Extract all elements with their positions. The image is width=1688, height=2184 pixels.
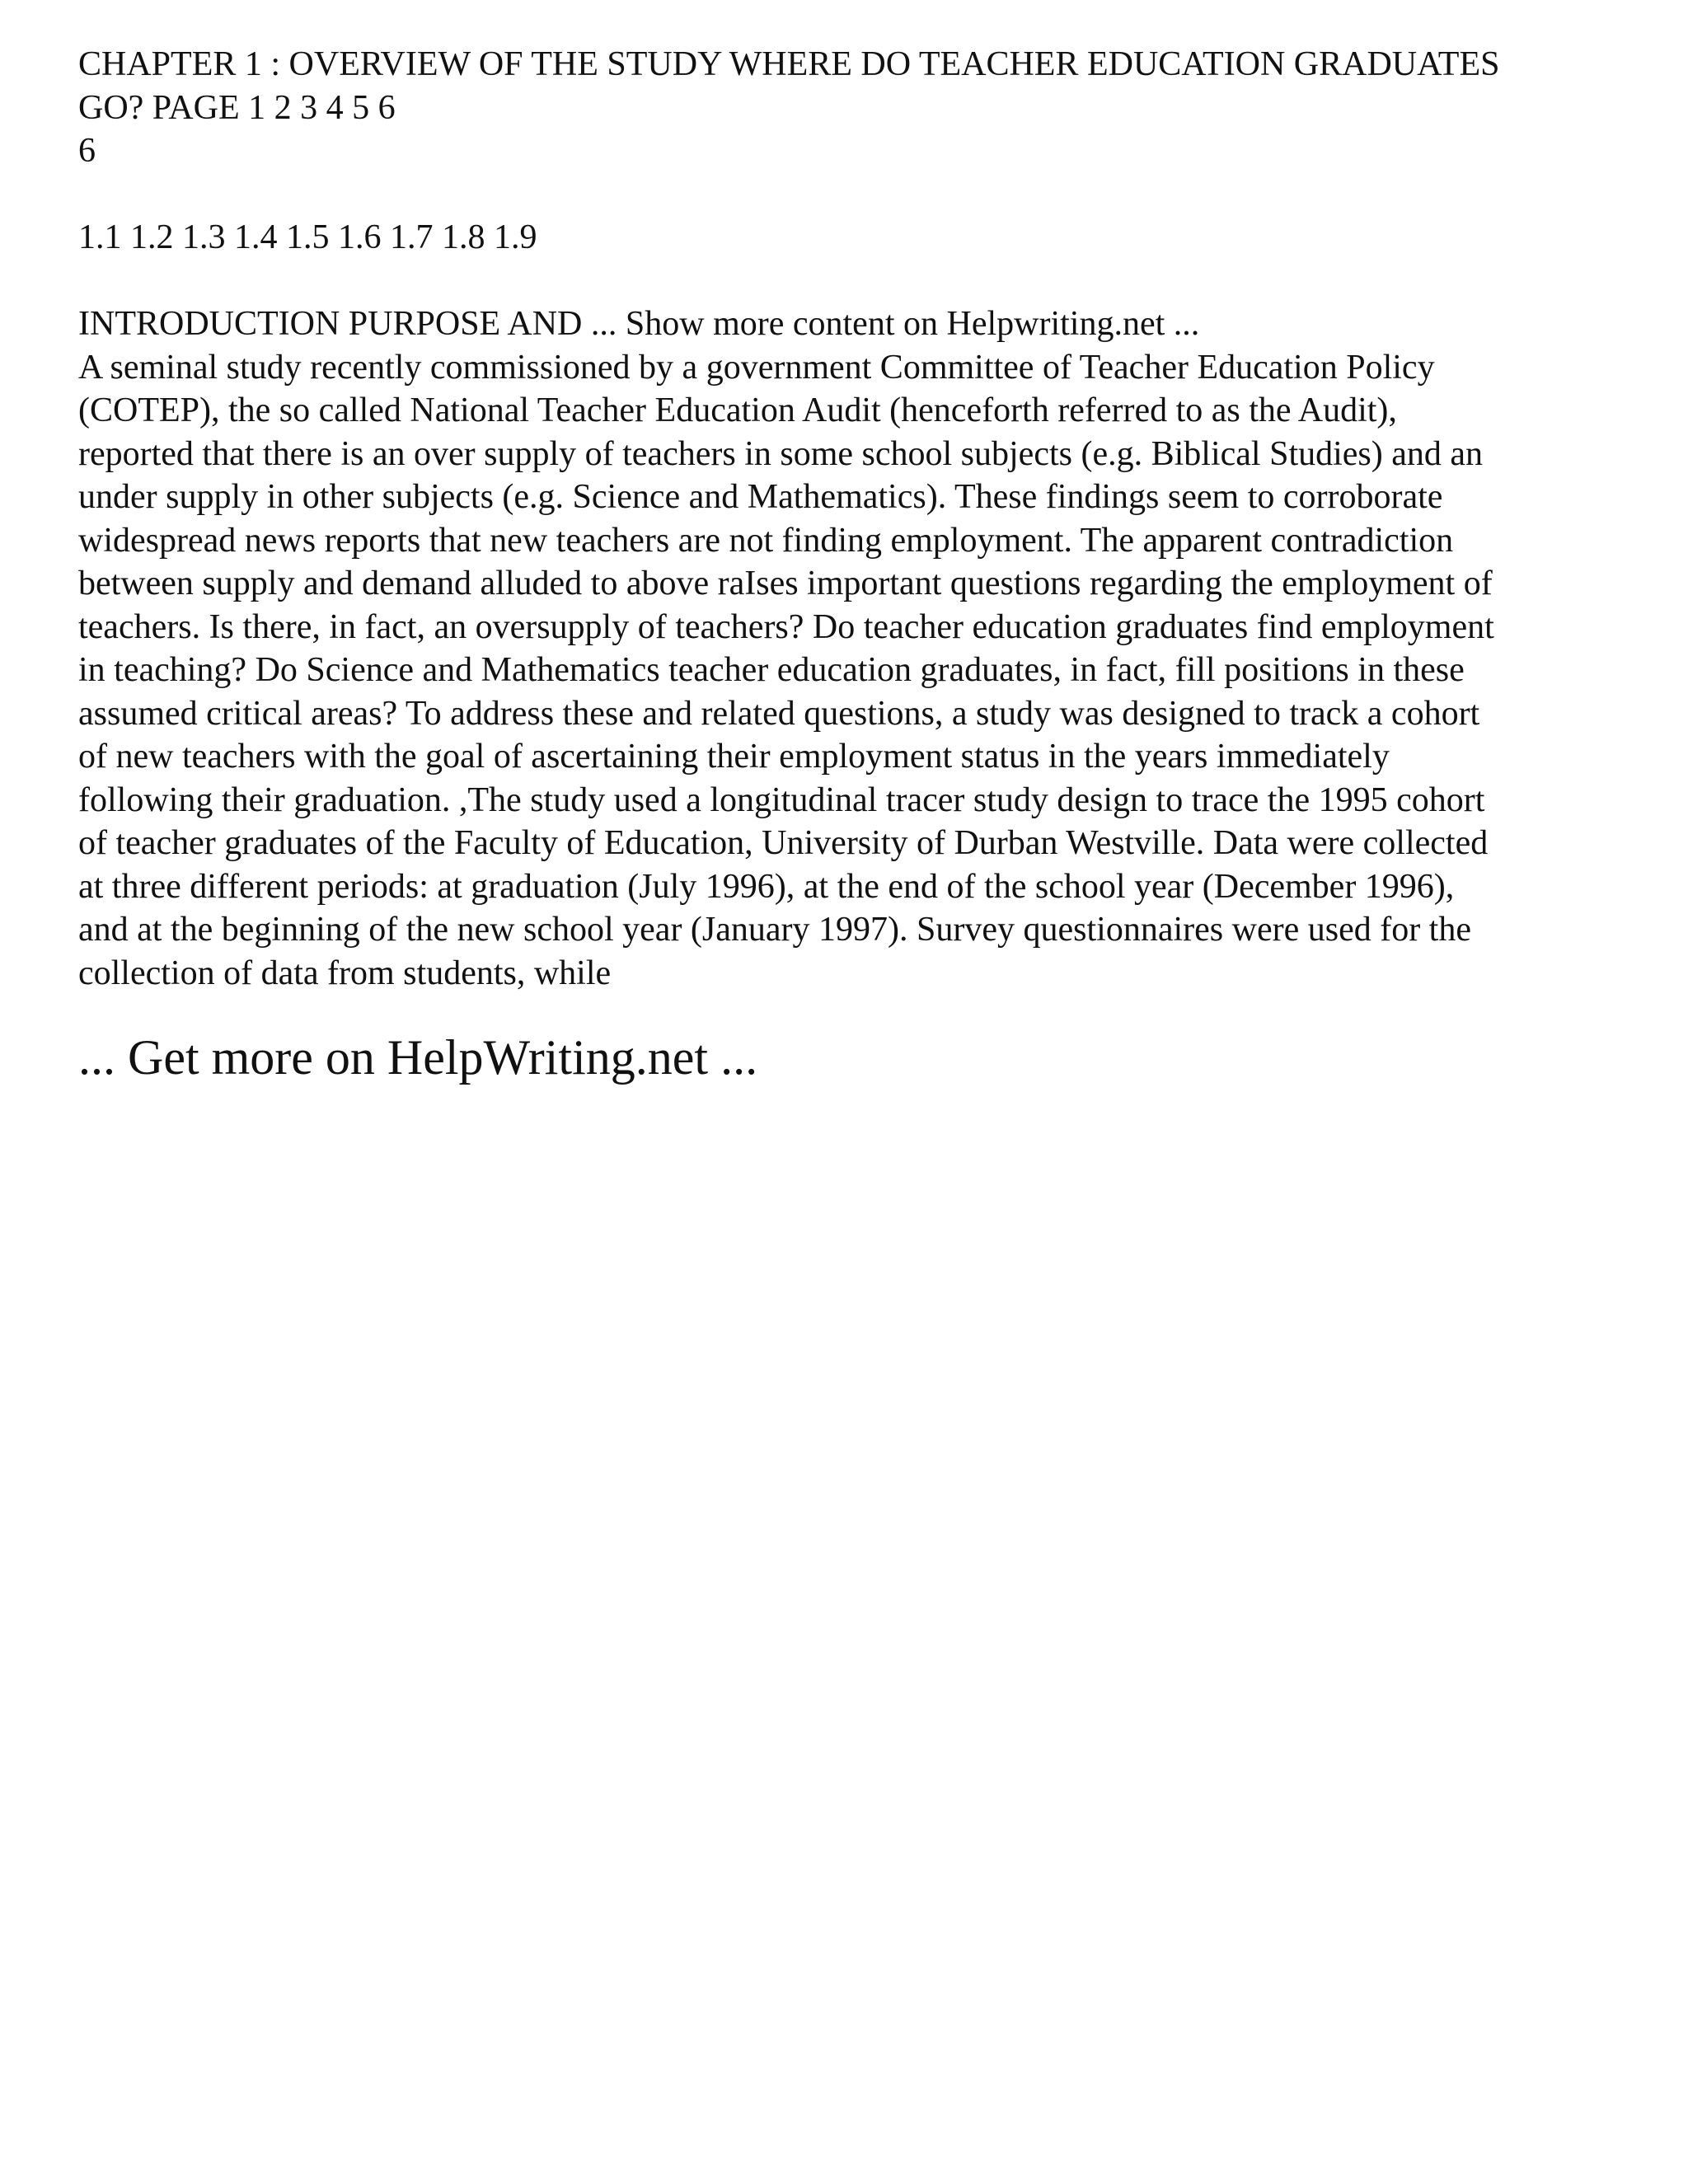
spacer: [78, 260, 1644, 303]
section-numbers: 1.1 1.2 1.3 1.4 1.5 1.6 1.7 1.8 1.9: [78, 218, 537, 256]
document-page: [78, 43, 1644, 1087]
intro-line: INTRODUCTION PURPOSE AND ... Show more content on Helpwriting.net ...: [78, 305, 1200, 343]
chapter-heading: [78, 43, 1644, 173]
body-line: following their graduation. ,The study used a longitudinal tracer study design to trace the 1995 cohort: [78, 780, 1485, 819]
body-line: A seminal study recently commissioned by a government Committee of Teacher Education Policy: [78, 348, 1435, 387]
body-line: reported that there is an over supply of teachers in some school subjects (e.g. Biblical Studies) and an: [78, 434, 1484, 473]
body-line: under supply in other subjects (e.g. Science and Mathematics). These findings seem to corroborate: [78, 478, 1443, 516]
body-line: widespread news reports that new teachers are not finding employment. The apparent contradiction: [78, 521, 1454, 560]
get-more-link[interactable]: ... Get more on HelpWriting.net ...: [78, 1030, 758, 1085]
body-line: teachers. Is there, in fact, an oversupply of teachers? Do teacher education graduates find employment: [78, 607, 1494, 646]
body-line: assumed critical areas? To address these and related questions, a study was designed to track a cohort: [78, 694, 1480, 733]
heading-line-3: 6: [78, 132, 96, 170]
body-line: of teacher graduates of the Faculty of Education, University of Durban Westville. Data were collected: [78, 824, 1489, 862]
body-line: between supply and demand alluded to above raIses important questions regarding the employment of: [78, 565, 1493, 602]
body-line: in teaching? Do Science and Mathematics teacher education graduates, in fact, fill positions in these: [78, 651, 1465, 689]
body-paragraph: [78, 346, 1644, 996]
body-line: of new teachers with the goal of ascertaining their employment status in the years immediately: [78, 738, 1390, 776]
spacer: [78, 173, 1644, 217]
body-line: and at the beginning of the new school year (January 1997). Survey questionnaires were used for the: [78, 911, 1471, 949]
heading-line-2: GO? PAGE 1 2 3 4 5 6: [78, 88, 396, 127]
heading-line-1: CHAPTER 1 : OVERVIEW OF THE STUDY WHERE DO TEACHER EDUCATION GRADUATES: [78, 45, 1500, 83]
body-line: at three different periods: at graduation (July 1996), at the end of the school year (December 1996),: [78, 867, 1455, 906]
body-line: collection of data from students, while: [78, 954, 612, 992]
body-line: (COTEP), the so called National Teacher Education Audit (henceforth referred to as the Audit),: [78, 391, 1397, 429]
